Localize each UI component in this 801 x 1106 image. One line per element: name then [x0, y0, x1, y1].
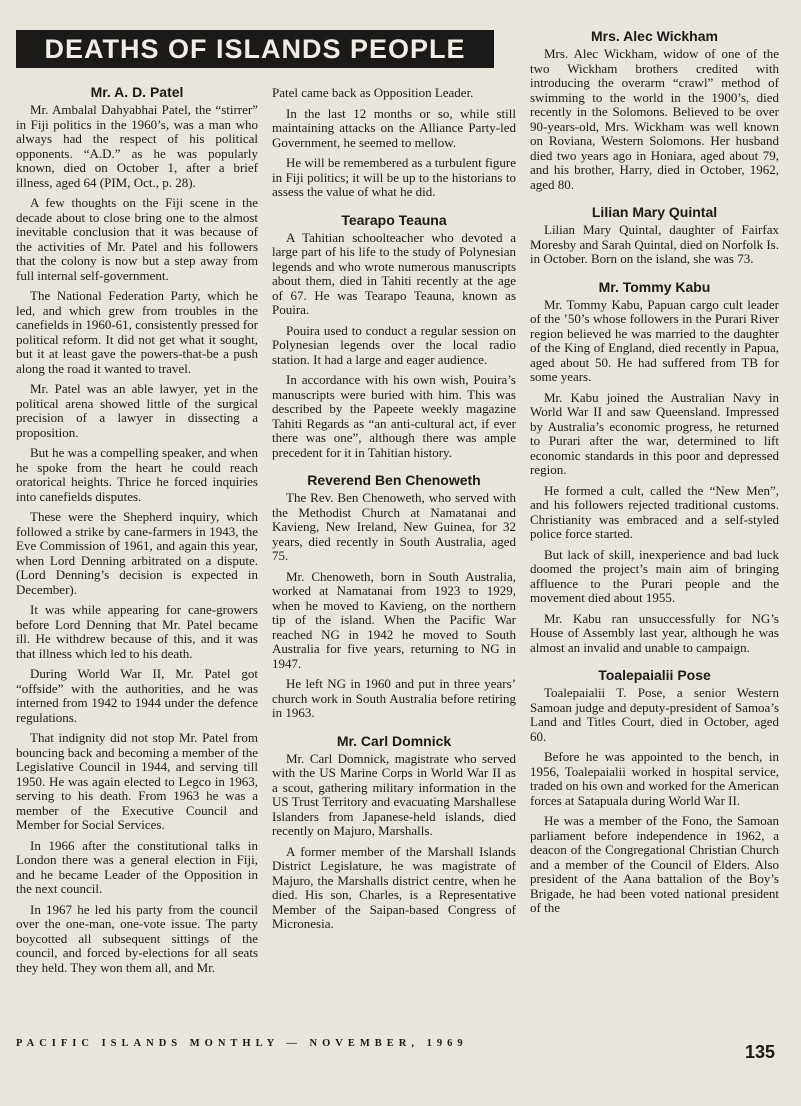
- obituary-paragraph: Mr. Ambalal Dahyabhai Patel, the “stirrer” in Fiji politics in the 1960’s, was a man who always had the respect of his political opponents. “A.D.” as he was popularly known, died on October 1, after a brief illness, aged 64 (PIM, Oct., p. 28).: [16, 102, 258, 190]
- obituary-paragraph: In accordance with his own wish, Pouira’s manuscripts were buried with him. This was described by the Papeete weekly magazine Tahiti Regards as “an anti-cultural act, if ever there was one”, although there was ample precedent for it in Tahitian history.: [272, 372, 516, 460]
- obituary-article: [530, 28, 779, 192]
- obituary-heading: Reverend Ben Chenoweth: [307, 472, 481, 488]
- obituary-article: [530, 279, 779, 656]
- obituary-paragraph: Mr. Carl Domnick, magistrate who served with the US Marine Corps in World War II as a scout, gathering military information in the US Trust Territory and evacuating Marshallese Islanders from Japanese-held islands, died recently on Majuro, Marshalls.: [272, 750, 516, 838]
- page-number: 135: [745, 1042, 776, 1062]
- obituary-paragraph: He left NG in 1960 and put in three years’ church work in South Australia before retiring in 1963.: [272, 676, 516, 720]
- obituary-paragraph: That indignity did not stop Mr. Patel from bouncing back and becoming a member of the Legislative Council in 1944, and serving till 1950. He was again elected to Legco in 1963, serving to his death. From 1963 he was a member of the Executive Council and Member for Social Services.: [16, 730, 258, 832]
- obituary-article: [530, 667, 779, 916]
- obituary-paragraph: The National Federation Party, which he led, and which grew from troubles in the canefields in 1960-61, consistently pressed for political reform. It did not get what it sought, but it at least gave the powers-that-be a push along the road it wanted to travel.: [16, 288, 258, 376]
- obituary-paragraph: Mr. Chenoweth, born in South Australia, worked at Namatanai from 1923 to 1929, when he moved to Kavieng, on the northern tip of the island. When the Pacific War reached NG in 1942 he moved to South Australia for five years, returning to NG in 1947.: [272, 568, 516, 671]
- publication-footer: PACIFIC ISLANDS MONTHLY — NOVEMBER, 1969: [16, 1038, 468, 1049]
- obituary-paragraph: Toalepaialii T. Pose, a senior Western Samoan judge and deputy-president of Samoa’s Land and Titles Court, died in October, aged 60.: [530, 685, 779, 744]
- obituary-paragraph: In the last 12 months or so, while still maintaining attacks on the Alliance Party-led Government, he seemed to mellow.: [272, 105, 516, 150]
- section-title: DEATHS OF ISLANDS PEOPLE: [44, 33, 466, 64]
- obituary-article: [530, 204, 779, 267]
- obituary-heading: Tearapo Teauna: [341, 211, 447, 228]
- section-title-banner: [16, 30, 494, 68]
- obituary-article: [272, 86, 516, 200]
- column-2: [272, 86, 516, 944]
- obituary-heading: Toalepaialii Pose: [598, 667, 711, 683]
- obituary-paragraph: Mr. Tommy Kabu, Papuan cargo cult leader of the ’50’s whose followers in the Purari River region believed he was married to the daughter of the King of England, died recently in Papua, aged about 50. He had suffered from TB for some years.: [530, 296, 779, 384]
- obituary-paragraph: During World War II, Mr. Patel got “offside” with the authorities, and he was interned from 1942 to 1944 under the defence regulations.: [16, 666, 258, 725]
- obituary-paragraph: In 1966 after the constitutional talks in London there was a general election in Fiji, and he became Leader of the Opposition in the next council.: [16, 837, 258, 896]
- obituary-paragraph: A former member of the Marshall Islands District Legislature, he was magistrate of Majuro, the Marshalls district centre, when he died. His son, Charles, is a Representative Member of the Saipan-based Congress of Micronesia.: [272, 843, 516, 931]
- obituary-article: [272, 212, 516, 461]
- obituary-article: [16, 84, 258, 975]
- column-1: [16, 84, 258, 987]
- obituary-paragraph: It was while appearing for cane-growers before Lord Denning that Mr. Patel became ill. He withdrew because of this, and it was that illness which led to his death.: [16, 602, 258, 661]
- obituary-paragraph: He was a member of the Fono, the Samoan parliament before independence in 1962, a deacon of the Congregational Christian Church and a member of the Council of Elders. Also president of the Aana battalion of the Boy’s Brigade, he had been voted national president of the: [530, 813, 779, 915]
- obituary-heading: Lilian Mary Quintal: [591, 204, 718, 220]
- obituary-paragraph: But he was a compelling speaker, and when he spoke from the heart he could reach oratorical heights. Thrice he forced inquiries into canefields disputes.: [16, 445, 258, 504]
- obituary-paragraph: A Tahitian schoolteacher who devoted a large part of his life to the study of Polynesian legends and who wrote numerous manuscripts about them, died in Tahiti recently at the age of 67. He was Tearapo Teauna, known as Pouira.: [272, 229, 516, 317]
- obituary-heading: Mrs. Alec Wickham: [591, 28, 718, 44]
- obituary-paragraph: Pouira used to conduct a regular session on Polynesian legends over the local radio station. It had a large and eager audience.: [272, 322, 516, 367]
- obituary-paragraph: Mr. Kabu ran unsuccessfully for NG’s House of Assembly last year, although he was almost an invalid and unable to campaign.: [530, 610, 779, 655]
- obituary-paragraph: Before he was appointed to the bench, in 1956, Toalepaialii worked in hospital service, traded on his own and worked for the American forces at Satapuala during World War II.: [530, 749, 779, 808]
- obituary-paragraph: A few thoughts on the Fiji scene in the decade about to close bring one to the almost inevitable conclusion that it was because of the activities of Mr. Patel and his followers that the colony is now but a step away from full internal self-government.: [16, 195, 258, 283]
- obituary-article: [272, 472, 516, 721]
- column-3: [530, 28, 779, 928]
- obituary-paragraph: Mr. Kabu joined the Australian Navy in World War II and saw Queensland. Impressed by Australia’s economic progress, he returned to Purari after the war, determined to lift economic standards in this poor and depressed region.: [530, 389, 779, 477]
- obituary-paragraph: Mr. Patel was an able lawyer, yet in the political arena showed little of the surgical precision of a lawyer in dissecting a proposition.: [16, 381, 258, 440]
- obituary-article: [272, 733, 516, 932]
- obituary-heading: Mr. Carl Domnick: [336, 732, 452, 749]
- obituary-paragraph: These were the Shepherd inquiry, which followed a strike by cane-farmers in 1943, the Eve Commission of 1961, and again this year, when Lord Denning arbitrated on a dispute. (Lord Denning’s decision is expected in December).: [16, 509, 258, 597]
- obituary-paragraph: He will be remembered as a turbulent figure in Fiji politics; it will be up to the historians to assess the value of what he did.: [272, 155, 516, 199]
- obituary-heading: Mr. A. D. Patel: [90, 84, 184, 100]
- obituary-paragraph: The Rev. Ben Chenoweth, who served with the Methodist Church at Namatanai and Kavieng, New Ireland, New Guinea, for 32 years, died recently in South Australia, aged 75.: [272, 490, 516, 563]
- obituary-paragraph: Patel came back as Opposition Leader.: [272, 85, 474, 100]
- obituary-paragraph: Lilian Mary Quintal, daughter of Fairfax Moresby and Sarah Quintal, died on Norfolk Is. in October. Born on the island, she was 73.: [530, 222, 779, 266]
- obituary-paragraph: He formed a cult, called the “New Men”, and his followers rejected traditional customs. Christianity was embraced and a self-styled police force started.: [530, 482, 779, 541]
- obituary-paragraph: But lack of skill, inexperience and bad luck doomed the project’s main aim of bringing affluence to the Purari people and the movement died about 1955.: [530, 546, 779, 605]
- obituary-heading: Mr. Tommy Kabu: [598, 278, 711, 295]
- obituary-paragraph: Mrs. Alec Wickham, widow of one of the two Wickham brothers credited with introducing the overarm “crawl” method of swimming to the world in the 1900’s, died recently in the Solomons. Believed to be over 90-years-old, Mrs. Wickham was well known on Roviana, Western Solomons. Her husband died two years ago in Honiara, aged about 79, and his brother, Harry, died in October, 1962, aged 80.: [530, 46, 779, 192]
- obituary-paragraph: In 1967 he led his party from the council over the one-man, one-vote issue. The party boycotted all subsequent sittings of the council, and forced by-elections for all seats they held. They won them all, and Mr.: [16, 901, 258, 975]
